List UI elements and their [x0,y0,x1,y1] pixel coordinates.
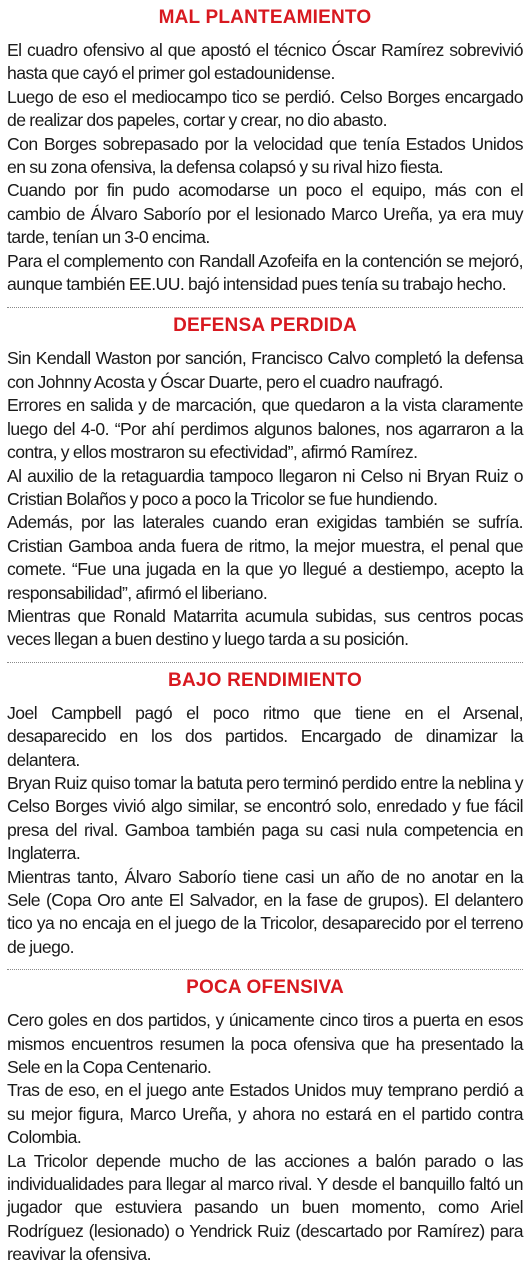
paragraph: Joel Campbell pagó el poco ritmo que tiene en el Arsenal, desaparecido en los dos partidos. Encargado de dinamizar la delantera. [7,702,523,770]
section-heading: POCA OFENSIVA [186,977,344,999]
paragraph: Bryan Ruiz quiso tomar la batuta pero terminó perdido entre la neblina y Celso Borges vivió algo similar, se encontró solo, enredado y fue fácil presa del rival. Gamboa también paga su casi nula competencia en Inglaterra. [7,772,523,864]
section-poca-ofensiva [7,970,523,1266]
section-defensa-perdida [7,308,523,662]
paragraph: Errores en salida y de marcación, que quedaron a la vista claramente luego del 4-0. “Por ahí perdimos algunos balones, nos agarraron a la contra, y ellos mostraron su efectividad”, afirmó Ramírez. [7,395,523,463]
section-bajo-rendimiento [7,663,523,970]
paragraph: Para el complemento con Randall Azofeifa en la contención se mejoró, aunque también EE.UU. bajó intensidad pues tenía su trabajo hecho. [7,250,523,295]
paragraph: Luego de eso el mediocampo tico se perdió. Celso Borges encargado de realizar dos papeles, cortar y crear, no dio abasto. [7,86,523,131]
paragraph: Además, por las laterales cuando eran exigidas también se sufría. Cristian Gamboa anda fuera de ritmo, la mejor muestra, el penal que comete. “Fue una jugada en la que yo llegué a destiempo, acepto la responsabilidad”, afirmó el liberiano. [7,512,523,603]
paragraph: Cero goles en dos partidos, y únicamente cinco tiros a puerta en esos mismos encuentros resumen la poca ofensiva que ha presentado la Sele en la Copa Centenario. [7,1010,523,1078]
section-heading: BAJO RENDIMIENTO [168,669,362,691]
paragraph: El cuadro ofensivo al que apostó el técnico Óscar Ramírez sobrevivió hasta que cayó el primer gol estadounidense. [7,40,523,84]
paragraph: Cuando por fin pudo acomodarse un poco el equipo, más con el cambio de Álvaro Saborío por el lesionado Marco Ureña, ya era muy tarde, tenían un 3-0 encima. [7,180,523,248]
paragraph: La Tricolor depende mucho de las acciones a balón parado o las individualidades para llegar al marco rival. Y desde el banquillo faltó un jugador que estuviera pasando un buen momento, como Ariel Rodríguez (lesionado) o Yendrick Ruiz (descartado por Ramírez) para reavivar la ofensiva. [7,1150,523,1265]
paragraph: Tras de eso, en el juego ante Estados Unidos muy temprano perdió a su mejor figura, Marco Ureña, y ahora no estará en el partido contra Colombia. [7,1080,523,1148]
section-mal-planteamiento [7,0,523,308]
section-heading: MAL PLANTEAMIENTO [158,7,372,28]
paragraph: Mientras tanto, Álvaro Saborío tiene casi un año de no anotar en la Sele (Copa Oro ante El Salvador, en la fase de grupos). El delantero tico ya no encaja en el juego de la Tricolor, desaparecido por el terreno de juego. [7,866,523,957]
paragraph: Al auxilio de la retaguardia tampoco llegaron ni Celso ni Bryan Ruiz o Cristian Bolaños y poco a poco la Tricolor se fue hundiendo. [7,465,523,509]
paragraph: Con Borges sobrepasado por la velocidad que tenía Estados Unidos en su zona ofensiva, la defensa colapsó y su rival hizo fiesta. [7,133,523,178]
paragraph: Sin Kendall Waston por sanción, Francisco Calvo completó la defensa con Johnny Acosta y Óscar Duarte, pero el cuadro naufragó. [7,348,523,392]
section-heading: DEFENSA PERDIDA [173,315,357,337]
paragraph: Mientras que Ronald Matarrita acumula subidas, sus centros pocas veces llegan a buen destino y luego tarda a su posición. [7,605,523,650]
